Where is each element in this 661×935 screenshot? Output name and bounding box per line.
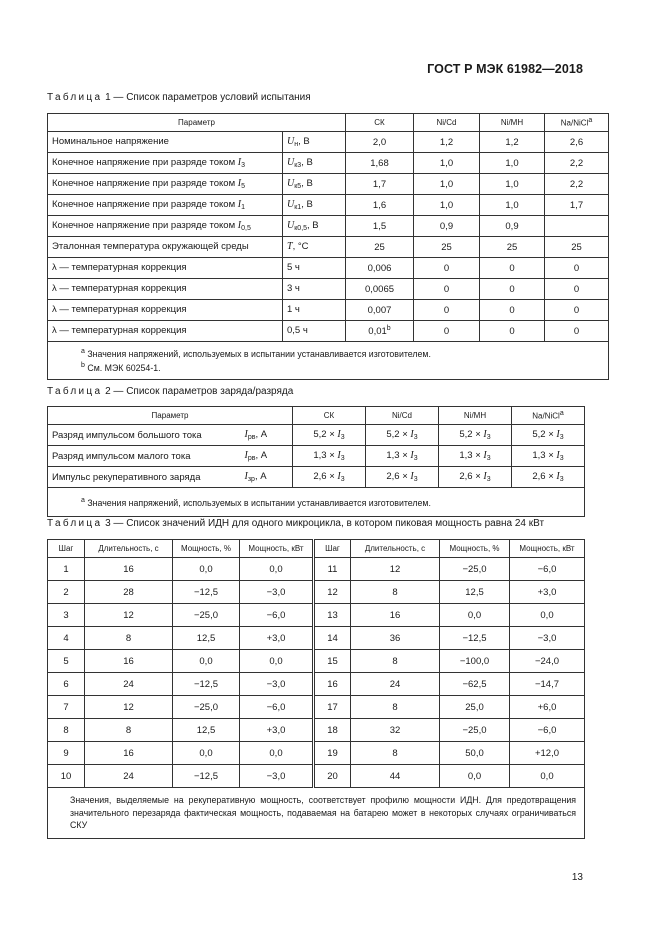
table3-cell: 16 (85, 558, 173, 581)
table1-cell: 2,2 (545, 153, 609, 174)
table2-cell: $2,6 \times I_3$ (512, 467, 585, 488)
table3-cell: 16 (85, 650, 173, 673)
table3-cell: 25,0 (440, 696, 510, 719)
table3-header-row (48, 540, 585, 558)
param-label: Разряд импульсом малого тока (48, 446, 241, 467)
table3-notes (48, 788, 585, 839)
table3-col-header: Шаг (314, 540, 351, 558)
param-symbol: 1 ч (283, 300, 346, 321)
table2-col-header: Ni/Cd (366, 407, 439, 425)
table1-cell: 1,0 (480, 153, 545, 174)
table3-cell: 16 (351, 604, 440, 627)
table1-cell: 0 (480, 321, 545, 342)
table1-col-header: Ni/MH (480, 114, 545, 132)
table2-cell: $5,2 \times I_3$ (512, 425, 585, 446)
table3-cell: 44 (351, 765, 440, 788)
table1-col-header: Параметр (48, 114, 346, 132)
table3-cell: 28 (85, 581, 173, 604)
param-label: Конечное напряжение при разряде током $I_1$ (48, 195, 283, 216)
table2-cell: $5,2 \times I_3$ (366, 425, 439, 446)
table3-cell: 15 (314, 650, 351, 673)
table2-cell: $2,6 \times I_3$ (439, 467, 512, 488)
table3-cell: 0,0 (510, 604, 585, 627)
table3-cell: −25,0 (173, 696, 240, 719)
table3-cell: 4 (48, 627, 85, 650)
table1-col-header: Ni/Cd (414, 114, 480, 132)
table2-row (48, 446, 585, 467)
table3-cell: −12,5 (440, 627, 510, 650)
table3-cell: 16 (85, 742, 173, 765)
table3-cell: 9 (48, 742, 85, 765)
table3-cell: 18 (314, 719, 351, 742)
param-label: Конечное напряжение при разряде током $I_3$ (48, 153, 283, 174)
page-number: 13 (571, 872, 583, 883)
table3-cell: 0,0 (173, 650, 240, 673)
table1-row (48, 174, 609, 195)
table1-cell: 0 (414, 279, 480, 300)
table1-cell: 0 (545, 300, 609, 321)
table3-cell: 14 (314, 627, 351, 650)
table3-cell: 12,5 (173, 627, 240, 650)
table3-cell: −25,0 (173, 604, 240, 627)
table1-cell: 2,2 (545, 174, 609, 195)
table1-header-row (48, 114, 609, 132)
table1-row (48, 153, 609, 174)
table3-cell: 8 (351, 581, 440, 604)
param-symbol: $U_{к1}$, В (283, 195, 346, 216)
table3 (47, 539, 585, 839)
table1-cell: 0 (480, 279, 545, 300)
table3-cell: 24 (85, 673, 173, 696)
table1-caption: Таблица 1 — Список параметров условий испытания (47, 92, 311, 103)
table1-note-a: $^a$ Значения напряжений, используемых в испытании устанавливается изготовителем. (81, 348, 431, 359)
table3-cell: +3,0 (240, 719, 314, 742)
table3-cell: 2 (48, 581, 85, 604)
table3-cell: 0,0 (173, 742, 240, 765)
table2-cell: $2,6 \times I_3$ (293, 467, 366, 488)
param-label: λ — температурная коррекция (48, 258, 283, 279)
table3-cell: −25,0 (440, 719, 510, 742)
table3-cell: −14,7 (510, 673, 585, 696)
table3-cell: −6,0 (510, 558, 585, 581)
table3-cell: 0,0 (173, 558, 240, 581)
table3-row (48, 742, 585, 765)
table1-cell: 0,01$^b$ (346, 321, 414, 342)
param-symbol: 0,5 ч (283, 321, 346, 342)
standard-header: ГОСТ Р МЭК 61982—2018 (427, 62, 583, 76)
table3-cell: −3,0 (240, 673, 314, 696)
table3-col-header: Мощность, кВт (510, 540, 585, 558)
table1-cell: 0,9 (414, 216, 480, 237)
table3-cell: 24 (85, 765, 173, 788)
table3-row (48, 673, 585, 696)
table3-cell: +3,0 (510, 581, 585, 604)
table1-cell: 0,007 (346, 300, 414, 321)
table2-note-a: $^a$ Значения напряжений, используемых в испытании устанавливается изготовителем. (81, 496, 431, 508)
table3-col-header: Мощность, кВт (240, 540, 314, 558)
table1-cell: 0,9 (480, 216, 545, 237)
table3-row (48, 558, 585, 581)
table3-cell: 3 (48, 604, 85, 627)
table1-cell: 25 (346, 237, 414, 258)
table3-cell: +6,0 (510, 696, 585, 719)
table1-row (48, 279, 609, 300)
table3-cell: 6 (48, 673, 85, 696)
param-symbol: 3 ч (283, 279, 346, 300)
table2-caption: Таблица 2 — Список параметров заряда/разряда (47, 386, 294, 397)
table1-cell: 1,2 (480, 132, 545, 153)
param-label: λ — температурная коррекция (48, 279, 283, 300)
table1-cell: 0 (545, 258, 609, 279)
table2-cell: $1,3 \times I_3$ (439, 446, 512, 467)
table3-cell: 8 (351, 742, 440, 765)
table1-note-b: $^b$ См. МЭК 60254-1. (81, 362, 161, 374)
table1-row (48, 258, 609, 279)
param-symbol: $I_{рв}$, А (241, 446, 293, 467)
table3-cell: 8 (85, 719, 173, 742)
table3-row (48, 765, 585, 788)
table1-cell: 1,0 (414, 174, 480, 195)
table1-cell: 0 (480, 300, 545, 321)
table3-cell: 0,0 (240, 650, 314, 673)
table3-cell: 12 (351, 558, 440, 581)
table1-cell: 1,68 (346, 153, 414, 174)
table2-cell: $1,3 \times I_3$ (293, 446, 366, 467)
table3-cell: 12 (314, 581, 351, 604)
table3-cell: −3,0 (240, 765, 314, 788)
table3-col-header: Мощность, % (440, 540, 510, 558)
table1-cell: 1,7 (545, 195, 609, 216)
table3-cell: −24,0 (510, 650, 585, 673)
table3-cell: 12 (85, 604, 173, 627)
table3-cell: −3,0 (510, 627, 585, 650)
table1-cell: 0 (414, 321, 480, 342)
table2-cell: $1,3 \times I_3$ (512, 446, 585, 467)
table1-cell: 0 (545, 321, 609, 342)
table1-row (48, 300, 609, 321)
table3-row (48, 604, 585, 627)
param-symbol: $I_{зр}$, А (241, 467, 293, 488)
table1-row (48, 321, 609, 342)
param-label: Импульс рекуперативного заряда (48, 467, 241, 488)
param-symbol: 5 ч (283, 258, 346, 279)
table3-cell: −12,5 (173, 673, 240, 696)
table1-cell: 0,0065 (346, 279, 414, 300)
table3-cell: 8 (48, 719, 85, 742)
table3-row (48, 650, 585, 673)
param-label: λ — температурная коррекция (48, 300, 283, 321)
table3-cell: 8 (351, 650, 440, 673)
table3-col-header: Длительность, с (85, 540, 173, 558)
table1 (47, 113, 609, 380)
table3-cell: 17 (314, 696, 351, 719)
table3-cell: 8 (85, 627, 173, 650)
param-label: Конечное напряжение при разряде током $I_5$ (48, 174, 283, 195)
table3-cell: −6,0 (510, 719, 585, 742)
param-symbol: $U_{к5}$, В (283, 174, 346, 195)
table3-cell: 8 (351, 696, 440, 719)
table2-cell: $1,3 \times I_3$ (366, 446, 439, 467)
table3-cell: −25,0 (440, 558, 510, 581)
table2-cell: $5,2 \times I_3$ (293, 425, 366, 446)
table3-cell: 11 (314, 558, 351, 581)
table1-notes (48, 342, 609, 380)
table1-col-header: Na/NiCl$^a$ (545, 114, 609, 132)
table3-note: Значения, выделяемые на рекуперативную мощность, соответствует профилю мощности ИДН. Для предотвращения значительного перезаряда фактическая мощность, подаваемая на батарею может в некоторых случаях ограничиваться СКУ (48, 788, 585, 839)
table1-cell: 1,0 (480, 195, 545, 216)
table3-cell: 16 (314, 673, 351, 696)
param-label: Номинальное напряжение (48, 132, 283, 153)
table1-cell: 1,6 (346, 195, 414, 216)
table2-notes (48, 488, 585, 517)
table2-cell: $2,6 \times I_3$ (366, 467, 439, 488)
table3-cell: 12,5 (440, 581, 510, 604)
table1-cell: 0,006 (346, 258, 414, 279)
table1-cell: 25 (545, 237, 609, 258)
table3-cell: 10 (48, 765, 85, 788)
table1-cell: 0 (414, 258, 480, 279)
table3-cell: −12,5 (173, 581, 240, 604)
table3-cell: −6,0 (240, 696, 314, 719)
table3-cell: 7 (48, 696, 85, 719)
table3-row (48, 627, 585, 650)
param-symbol: $I_{рв}$, А (241, 425, 293, 446)
param-symbol: T, °С (283, 237, 346, 258)
table3-cell: 36 (351, 627, 440, 650)
table1-row (48, 195, 609, 216)
table3-cell: −62,5 (440, 673, 510, 696)
table1-row (48, 237, 609, 258)
table3-cell: −3,0 (240, 581, 314, 604)
table3-caption: Таблица 3 — Список значений ИДН для одного микроцикла, в котором пиковая мощность равна 24 кВт (47, 518, 545, 529)
table2-row (48, 467, 585, 488)
table1-cell: 0 (414, 300, 480, 321)
table1-cell: 25 (480, 237, 545, 258)
param-label: Конечное напряжение при разряде током $I_{0,5}$ (48, 216, 283, 237)
table3-col-header: Мощность, % (173, 540, 240, 558)
table2-col-header: Ni/MH (439, 407, 512, 425)
table3-cell: 20 (314, 765, 351, 788)
param-symbol: $U_н$, В (283, 132, 346, 153)
table3-cell: 0,0 (510, 765, 585, 788)
table3-cell: 12,5 (173, 719, 240, 742)
table3-cell: 0,0 (240, 558, 314, 581)
table1-cell (545, 216, 609, 237)
table1-cell: 0 (545, 279, 609, 300)
table1-row (48, 216, 609, 237)
table3-cell: 0,0 (440, 604, 510, 627)
param-label: Эталонная температура окружающей среды (48, 237, 283, 258)
table1-cell: 1,0 (414, 195, 480, 216)
table2-header-row (48, 407, 585, 425)
table3-cell: 32 (351, 719, 440, 742)
table3-cell: 12 (85, 696, 173, 719)
table1-cell: 25 (414, 237, 480, 258)
table1-cell: 1,0 (480, 174, 545, 195)
table3-cell: 1 (48, 558, 85, 581)
table3-cell: 19 (314, 742, 351, 765)
param-label: Разряд импульсом большого тока (48, 425, 241, 446)
table3-cell: 0,0 (240, 742, 314, 765)
table2-col-header: Na/NiCl$^a$ (512, 407, 585, 425)
param-symbol: $U_{к3}$, В (283, 153, 346, 174)
table3-cell: +12,0 (510, 742, 585, 765)
table2-col-header: Параметр (48, 407, 293, 425)
table2-cell: $5,2 \times I_3$ (439, 425, 512, 446)
table1-cell: 1,5 (346, 216, 414, 237)
table3-cell: −6,0 (240, 604, 314, 627)
table1-row (48, 132, 609, 153)
table3-cell: 0,0 (440, 765, 510, 788)
table3-col-header: Шаг (48, 540, 85, 558)
table1-col-header: СК (346, 114, 414, 132)
table1-cell: 1,2 (414, 132, 480, 153)
table3-row (48, 719, 585, 742)
table2-row (48, 425, 585, 446)
table3-cell: 50,0 (440, 742, 510, 765)
table3-cell: +3,0 (240, 627, 314, 650)
table3-cell: −100,0 (440, 650, 510, 673)
param-label: λ — температурная коррекция (48, 321, 283, 342)
table1-cell: 2,6 (545, 132, 609, 153)
table1-cell: 1,7 (346, 174, 414, 195)
table1-cell: 0 (480, 258, 545, 279)
param-symbol: $U_{к0,5}$, В (283, 216, 346, 237)
table1-cell: 2,0 (346, 132, 414, 153)
table3-cell: 13 (314, 604, 351, 627)
table3-cell: 24 (351, 673, 440, 696)
table3-row (48, 696, 585, 719)
table2 (47, 406, 585, 517)
table3-col-header: Длительность, с (351, 540, 440, 558)
table3-cell: −12,5 (173, 765, 240, 788)
table3-row (48, 581, 585, 604)
table2-col-header: СК (293, 407, 366, 425)
table1-cell: 1,0 (414, 153, 480, 174)
table3-cell: 5 (48, 650, 85, 673)
